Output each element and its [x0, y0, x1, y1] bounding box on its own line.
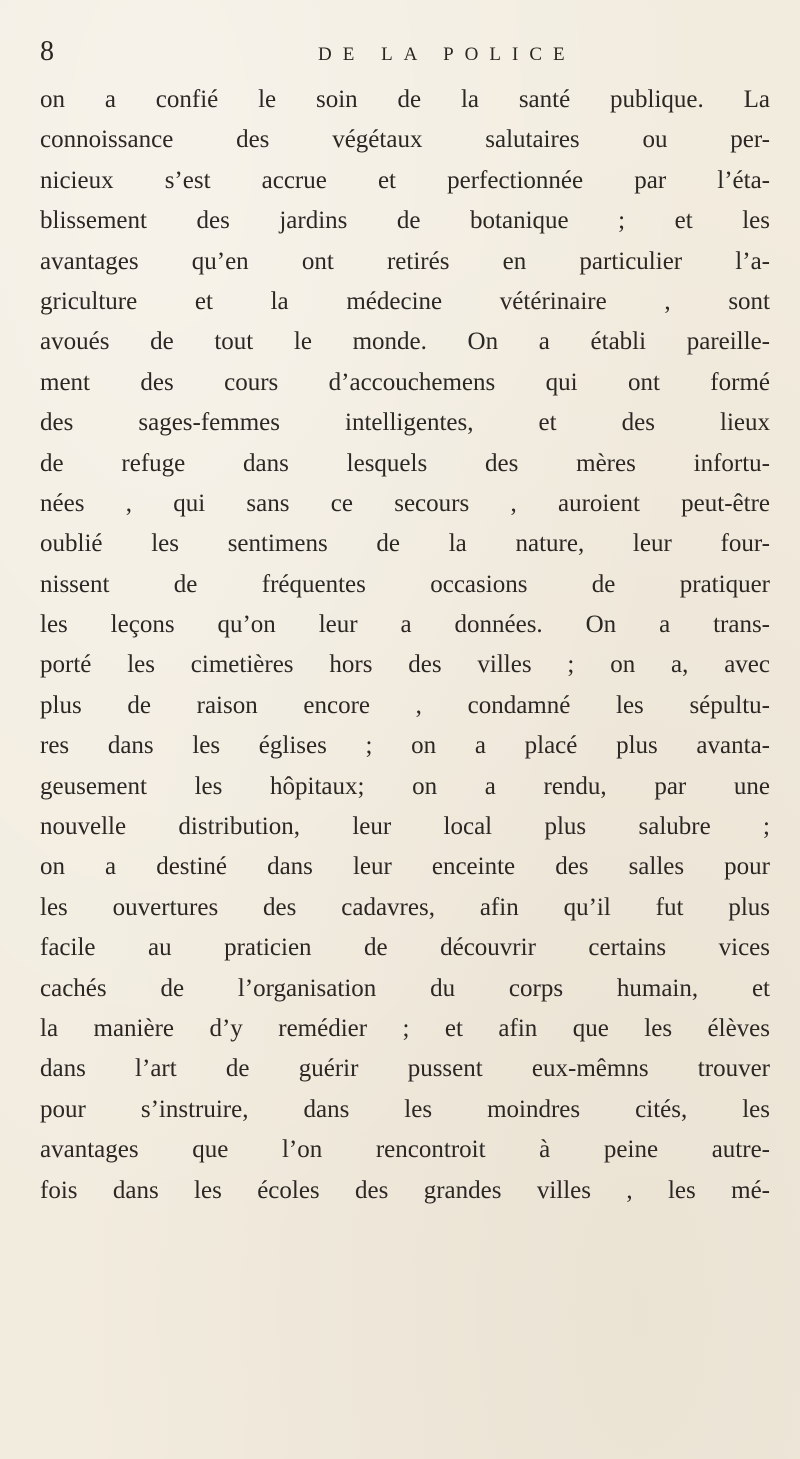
text-line: de refuge dans lesquels des mères infortu- — [40, 449, 770, 477]
text-line: avoués de tout le monde. On a établi pareille- — [40, 328, 770, 356]
text-line: des sages-femmes intelligentes, et des lieux — [40, 409, 770, 437]
page-number: 8 — [40, 36, 54, 67]
text-line: plus de raison encore , condamné les sépultu- — [40, 691, 770, 719]
text-line: facile au praticien de découvrir certains vices — [40, 934, 770, 962]
text-line: oublié les sentimens de la nature, leur four- — [40, 530, 770, 558]
text-line: les leçons qu’on leur a données. On a trans- — [40, 611, 770, 639]
text-line: la manière d’y remédier ; et afin que les élèves — [40, 1014, 770, 1042]
text-line: avantages que l’on rencontroit à peine autre- — [40, 1136, 770, 1164]
text-line: avantages qu’en ont retirés en particulier l’a- — [40, 247, 770, 275]
text-line: on a destiné dans leur enceinte des salles pour — [40, 853, 770, 881]
text-line: dans l’art de guérir pussent eux-mêmns trouver — [40, 1055, 770, 1083]
text-line: nouvelle distribution, leur local plus salubre ; — [40, 813, 770, 841]
text-line: on a confié le soin de la santé publique. La — [40, 86, 770, 113]
text-line: nées , qui sans ce secours , auroient peut-être — [40, 489, 770, 517]
text-line: nissent de fréquentes occasions de pratiquer — [40, 570, 770, 598]
text-line: ment des cours d’accouchemens qui ont formé — [40, 368, 770, 396]
text-line: geusement les hôpitaux; on a rendu, par une — [40, 772, 770, 800]
text-line: pour s’instruire, dans les moindres cités, les — [40, 1095, 770, 1123]
text-line: griculture et la médecine vétérinaire , sont — [40, 287, 770, 315]
text-line: res dans les églises ; on a placé plus avanta- — [40, 732, 770, 760]
text-line: connoissance des végétaux salutaires ou per- — [40, 126, 770, 154]
running-head: DE LA POLICE — [318, 44, 576, 65]
body-text — [40, 80, 770, 1211]
text-line: les ouvertures des cadavres, afin qu’il fut plus — [40, 893, 770, 921]
text-line: nicieux s’est accrue et perfectionnée par l’éta- — [40, 166, 770, 194]
text-line: cachés de l’organisation du corps humain, et — [40, 974, 770, 1002]
text-line: blissement des jardins de botanique ; et les — [40, 207, 770, 235]
text-line: fois dans les écoles des grandes villes , les mé- — [40, 1176, 770, 1204]
text-line: porté les cimetières hors des villes ; on a, avec — [40, 651, 770, 679]
